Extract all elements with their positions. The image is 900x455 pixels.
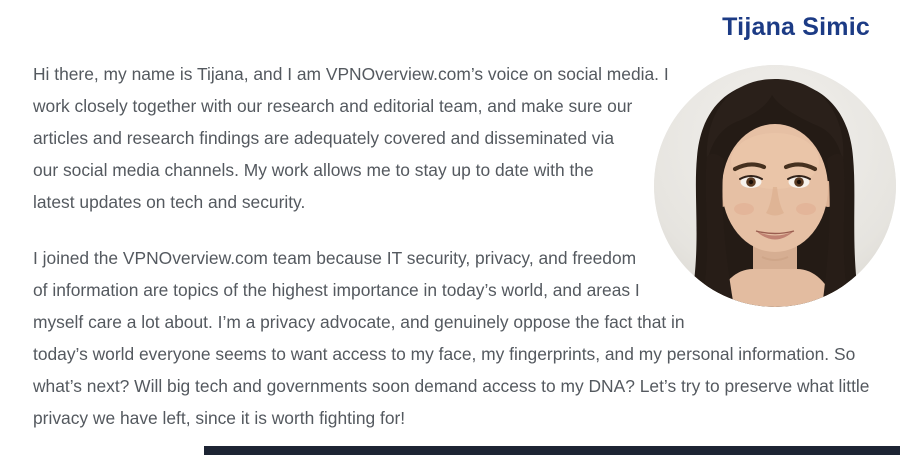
author-name-heading: Tijana Simic — [722, 13, 870, 41]
author-photo — [654, 65, 896, 307]
bio-paragraph-2: I joined the VPNOverview.com team because IT security, privacy, and freedom of information are topics of the highest importance in today’s world, and areas I myself care a lot about. I’m a privacy advocate, and genuinely oppose the fact that in today’s world everyone seems to want access to my face, my fingerprints, and my personal information. So what’s next? Will big tech and governments soon demand access to my DNA? Let’s try to preserve what little privacy we have left, since it is worth fighting for! — [33, 248, 870, 428]
next-section-edge-strip — [204, 446, 900, 455]
bio-paragraph-1: Hi there, my name is Tijana, and I am VPNOverview.com’s voice on social media. I work closely together with our research and editorial team, and make sure our articles and research findings are adequately covered and disseminated via our social media channels. My work allows me to stay up to date with the latest updates on tech and security. — [33, 64, 669, 212]
portrait-illustration — [654, 65, 896, 307]
bio-content — [0, 58, 900, 434]
